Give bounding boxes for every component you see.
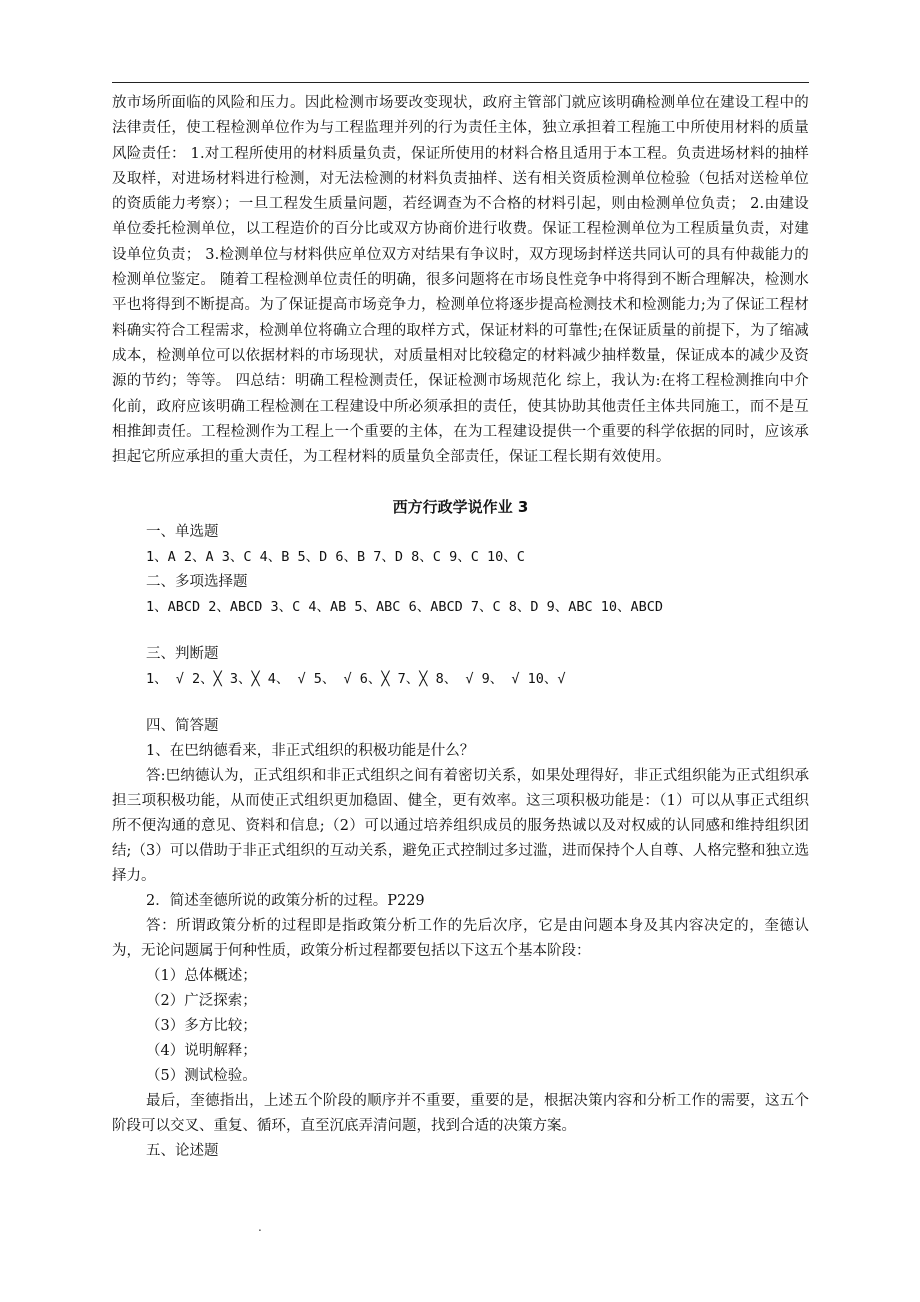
part5-heading: 五、论述题 xyxy=(146,1143,219,1160)
spacer xyxy=(112,620,809,642)
stage-item: （5）测试检验。 xyxy=(146,1068,257,1085)
part1-heading: 一、单选题 xyxy=(146,524,219,541)
answer-2: 答：所谓政策分析的过程即是指政策分析工作的先后次序，它是由问题本身及其内容决定的，奎德认为，无论问题属于何种性质，政策分析过程都要包括以下这五个基本阶段： xyxy=(112,918,809,960)
part2-answers: 1、ABCD 2、ABCD 3、C 4、AB 5、ABC 6、ABCD 7、C 8、D 9、ABC 10、ABCD xyxy=(146,599,664,616)
question-2: 2．简述奎德所说的政策分析的过程。P229 xyxy=(146,893,425,910)
stage-item: （4）说明解释； xyxy=(146,1043,257,1060)
section-title: 西方行政学说作业 3 xyxy=(392,498,529,517)
part2-heading: 二、多项选择题 xyxy=(146,574,248,591)
part4-heading: 四、简答题 xyxy=(146,718,219,735)
stage-item: （3）多方比较； xyxy=(146,1018,257,1035)
question-1: 1、在巴纳德看来，非正式组织的积极功能是什么？ xyxy=(146,743,475,760)
spacer xyxy=(112,692,809,714)
conclusion-paragraph: 最后，奎德指出，上述五个阶段的顺序并不重要，重要的是，根据决策内容和分析工作的需要，这五个阶段可以交叉、重复、循环，直至沉底弄清问题，找到合适的决策方案。 xyxy=(112,1093,809,1135)
header-rule xyxy=(112,82,809,83)
answer-1: 答:巴纳德认为，正式组织和非正式组织之间有着密切关系，如果处理得好，非正式组织能为正式组织承担三项积极功能，从而使正式组织更加稳固、健全，更有效率。这三项积极功能是：（1）可以从事正式组织所不便沟通的意见、资料和信息;（2）可以通过培养组织成员的服务热诚以及对权威的认同感和维持组织团结;（3）可以借助于非正式组织的互动关系，避免正式控制过多过滥，进而保持个人自尊、人格完整和独立选择力。 xyxy=(112,768,809,885)
part3-heading: 三、判断题 xyxy=(146,646,219,663)
intro-paragraph: 放市场所面临的风险和压力。因此检测市场要改变现状，政府主管部门就应该明确检测单位在建设工程中的法律责任，使工程检测单位作为与工程监理并列的行为责任主体，独立承担着工程施工中所使用材料的质量风险责任： 1.对工程所使用的材料质量负责，保证所使用的材料合格且适用于本工程。负责进场材料的抽样及取样，对进场材料进行检测，对无法检测的材料负责抽样、送有相关资质检测单位检验（包括对送检单位的资质能力考察）；一旦工程发生质量问题，若经调查为不合格的材料引起，则由检测单位负责； 2.由建设单位委托检测单位，以工程造价的百分比或双方协商价进行收费。保证工程检测单位为工程质量负责，对建设单位负责； 3.检测单位与材料供应单位双方对结果有争议时，双方现场封样送共同认可的具有仲裁能力的检测单位鉴定。 随着工程检测单位责任的明确，很多问题将在市场良性竞争中将得到不断合理解决，检测水平也将得到不断提高。为了保证提高市场竞争力，检测单位将逐步提高检测技术和检测能力;为了保证工程材料确实符合工程需求，检测单位将确立合理的取样方式，保证材料的可靠性;在保证质量的前提下，为了缩减成本，检测单位可以依据材料的市场现状，对质量相对比较稳定的材料减少抽样数量，保证成本的减少及资源的节约；等等。 四总结：明确工程检测责任，保证检测市场规范化 综上，我认为:在将工程检测推向中介化前，政府应该明确工程检测在工程建设中所必须承担的责任，使其协助其他责任主体共同施工，而不是互相推卸责任。工程检测作为工程上一个重要的主体，在为工程建设提供一个重要的科学依据的同时，应该承担起它所应承担的重大责任，为工程材料的质量负全部责任，保证工程长期有效使用。 xyxy=(112,95,809,466)
footer-mark: . xyxy=(258,1220,262,1234)
stage-item: （1）总体概述； xyxy=(146,968,257,985)
part3-answers: 1、 √ 2、╳ 3、╳ 4、 √ 5、 √ 6、╳ 7、╳ 8、 √ 9、 √ 10、√ xyxy=(146,671,566,688)
page-content xyxy=(112,91,809,1164)
stage-item: （2）广泛探索； xyxy=(146,993,257,1010)
part1-answers: 1、A 2、A 3、C 4、B 5、D 6、B 7、D 8、C 9、C 10、C xyxy=(146,549,525,566)
